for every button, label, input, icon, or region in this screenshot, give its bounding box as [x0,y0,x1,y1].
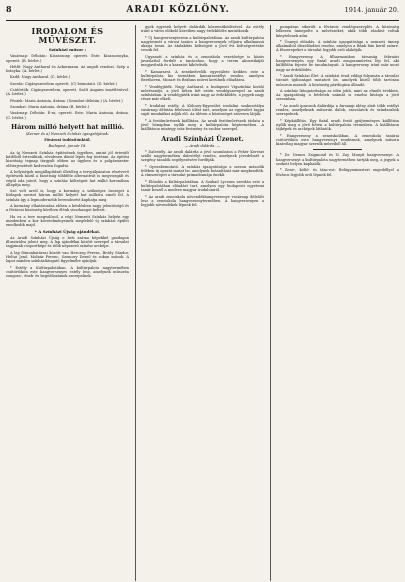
program-item: Kedd: Nagy Antharal. (C. bérlet.) [10,75,71,80]
article-paragraph: * Ünnepi előadás. A színház igazgatósága a nemzeti ünnep alkalmából díszelőadást rendez, amelyen a Bánk bán kerül színre. A főszerepeket a társulat legjobb erői alakítják. [276,39,399,53]
article-paragraph: * Előadás a Kultúrpalotában. A Szabad Lyceum szerdán este a kultúrpalotában előadást tart, amelyen egy budapesti egyetemi tanár beszél a modern magyar irodalomról. [141,179,264,193]
article-paragraph: * Vendégjáték. Nagy Antharal, a budapesti Vígszínház kiváló művésznője, a jövő héten két estén vendégszerepel az aradi színházban. A vendégjáték iránt nagy az érdeklődés, a jegyek nagy része már elkelt. [141,84,264,102]
article-paragraph: A színház látogatottsága az idén jobb, mint az elmúlt években. Az igazgatóság a bérletek számát is emelni kívánja a jövő szezonban. [276,88,399,102]
page-number: 8 [6,4,12,14]
article-paragraph: * Zene-, költő- és tánc-est: Belügyminiszteri engedéllyel a főváros legjobb erői lépnek fel. [276,168,399,177]
story-subheading-2: Fővárosi tudósítónktól. [44,138,91,143]
note-paragraph: * Estély a Kultúrpalotában. A kultúrpalota nagytermében csütörtökön este hangversenyes estély lesz, amelynek műsorán zongora-, ének- és hegedűszámok szerepelnek. [6,265,129,279]
columns [6,25,399,581]
article-paragraph: * Dalestély. Az aradi dalárda a jövő szombaton a Fehér Kereszt szálló nagytermében dalestélyt rendez, amelynek jövedelmét a szegény tanulók segélyezésére fordítják. [141,149,264,163]
divider-rule [313,149,362,150]
article-paragraph: * Hangverseny. A filharmonikus társaság februári hangversenyén egy fiatal aradi zongoraművész lép fel, aki külföldön fejezte be tanulmányait. A hangverseny iránt már most nagy az érdeklődés. [276,54,399,72]
article-paragraph: Ugyanott a színház és a zeneiskola vezetősége is közös javaslattal fordult a tanácshoz, hogy a terem akusztikáját megjavítsák és a karzatot kibővítsék. [141,54,264,68]
article-paragraph: * Irodalmi estély. A Kölcsey-Egyesület irodalmi szakosztálya vasárnap délután felolvasó ülést tart, amelyen az egyesület tagjai saját munkáikat adják elő. Az ülésen a közönséget szívesen látják. [141,103,264,117]
story-paragraph: Szó volt arról is, hogy a kormány a szükséges összeget a hírlapok szerint három millió helyett hat millióra emeli fel. A színház így a legmodernebb berendezést kaphatja meg. [6,189,129,202]
article-paragraph: * Dr. Nemes Zsigmond és N. Zay Margit hangversenye. A hangversenyt a kultúrpalota nagytermében tartják meg, a jegyek a szokott helyen kaphatók. [276,153,399,167]
article-paragraph: * Operabemutató. A színház igazgatósága a szezon második felében új operát mutat be, amelynek betanítását már megkezdték. A címszerepet a társulat primadonnája énekli. [141,164,264,178]
story-heading: Három milló helyett hat millió. [10,122,125,131]
article-paragraph: * Aradi Színházi Élet. A színházi évad eddigi folyamán a társulat tizenöt újdonságot mutatott be, amelyek közül több tartósan műsoron maradt. A közönség pártfogása állandó. [276,73,399,87]
column-2-heading: Aradi Színházi Üzenet. [161,134,244,143]
article-paragraph: * Az aradi zeneiskola növendékhangversenye vasárnap délelőtt lesz a zeneiskola hangversenytermében. A hangversenyen a legjobb növendékek lépnek fel. [141,194,264,208]
story-dateline: Budapest, január 18. [48,144,87,149]
program-item: Vasárnap: Délután: É-ra, operett. Este: Maria Antonia, dráma. (C. bérlet.) [6,111,129,120]
story-paragraph: A kormány elhatározása ebben a kérdésben nagy jelentőségű és a fővárosi közönség körében élénk visszhangot keltett. [6,204,129,213]
article-paragraph: * A festőművészek kiállítása. Az aradi festőművészek tárlata a jövő hónapban nyílik meg a kultúrpalota képtermében. A kiállításon mintegy száz festmény és szobor szerepel. [141,118,264,132]
column-2-subheading: — Aradi dalárda. — [184,143,221,148]
program-item: Csütörtök: Cigányszerelem, operett. Szólt Angaim ismétlésével. (A. bérlet.) [6,88,129,97]
section-title: IRODALOM ÉS MŰVÉSZET. [31,26,104,45]
column-2 [135,25,264,581]
article-paragraph: * Képkiállítás. Egy fiatal aradi festő gyűjteményes kiállítása nyílik meg a jövő héten a kultúrpalota termeiben. A kiállításon tájképek és arcképek láthatók. [276,118,399,132]
column-3 [270,25,399,581]
note-paragraph: A lap főmunkatársai között van Herczeg Ferenc, Bródy Sándor, Heltai Jenő, Molnár Ferenc, Szomory Dezső és sokan mások. A lapot minden színházlátogató figyelmébe ajánljuk. [6,250,129,264]
column-1 [6,25,129,581]
program-item: Szombat: Maria Antonia, dráma (B. bérlet.) [10,104,90,109]
program-item: Vasárnap: Délután: Kisasszony, operett. Este: Kisasszonyka, operett. (B. bérlet.) [6,54,129,63]
article-paragraph: gyek egyesek helyett dalárdák közreműködésével. Az estély iránt a város előkelő köreiben nagy érdeklődés mutatkozik. [141,25,264,34]
note-paragraph: Az Aradi Színházi Újság e heti száma képekkel gazdagon illusztrálva jelent meg. A lap ajándékai között szerepel a társulat tagjainak csoportképe és több népszerű színész arcképe. [6,235,129,249]
notes-heading: * A Színházi Újság ajándékai. [34,228,101,234]
issue-date: 1914. január 20. [344,6,399,14]
article-paragraph: * Hangverseny a zeneiskolában. A zeneiskola tanárai csütörtökön este hangversenyt rendeznek, amelynek műsora kizárólag magyar szerzők műveiből áll. [276,133,399,147]
page-header [6,4,399,21]
newspaper-title: ARADI KÖZLÖNY. [126,5,230,15]
article-paragraph: * Kamaraest. A zenekedvelők egyesülete kedden este a kultúrpalota kis termében kamaraestélyt rendez, amelyen Beethoven, Mozart és Brahms művei kerülnek előadásra. [141,69,264,83]
program-item: Hétfő: Nagy Antharal és Ackermann. Az angolt rendezi. Szép a leányka. (A. bérlet.) [6,64,129,74]
story-paragraph: A helyiségek megállapítását illetőleg a tervpályázaton résztvevő építészek közül a bizottság többféle alternatívát is megvizsgált és végül oda jutott, hogy a színház költségeit hat millió koronában állapítja meg. [6,169,129,187]
story-subheading: (Kerner és a) Nemzeti Színház igazgatójának. [25,131,110,136]
program-heading: Színházi műsor : [48,47,87,52]
program-item: Szerda: Cigányszerelem operett. (C) bemutató. (D. bérlet.) [10,81,117,86]
article-paragraph: * Új hangversenyterem a kultúrpalotában. Az aradi kultúrpalota nagytermét a városi tanács a hangversenyek céljaira alkalmassá akarja tenni. Az átalakítás költségeit a jövő évi költségvetésbe veszik fel. [141,35,264,53]
article-paragraph: * Az aradi iparosok dalárdája a farsangi idény alatt több estélyt rendez, amelyeknek műsorán dalok, szavalatok és színdarabok szerepelnek. [276,103,399,117]
story-paragraph: Az új Nemzeti Színház építésének ügyében, amint jól értesült kútfőből értesülünk, rövidesen döntő lépés fog történni. Az építési bizottság tegnap tárgyalt ebben az ügyben és a polgármester előterjesztését kedvezően fogadta. [6,150,129,168]
program-item: Péntek: Maria Antonia, dráma. (Szombat délután.) (A. bérlet.) [10,98,123,103]
story-paragraph: Ha ez a terv megvalósul, a régi Nemzeti Színház helyén egy mindenben a kor követelményeinek megfelelő új színházi épület emelkedik majd. [6,214,129,228]
article-paragraph: pompásan sikerült a fővárosi vendégszereplés. A közönség lelkesen ünnepelte a művészeket, akik több ráadást voltak kénytelenek adni. [276,25,399,38]
